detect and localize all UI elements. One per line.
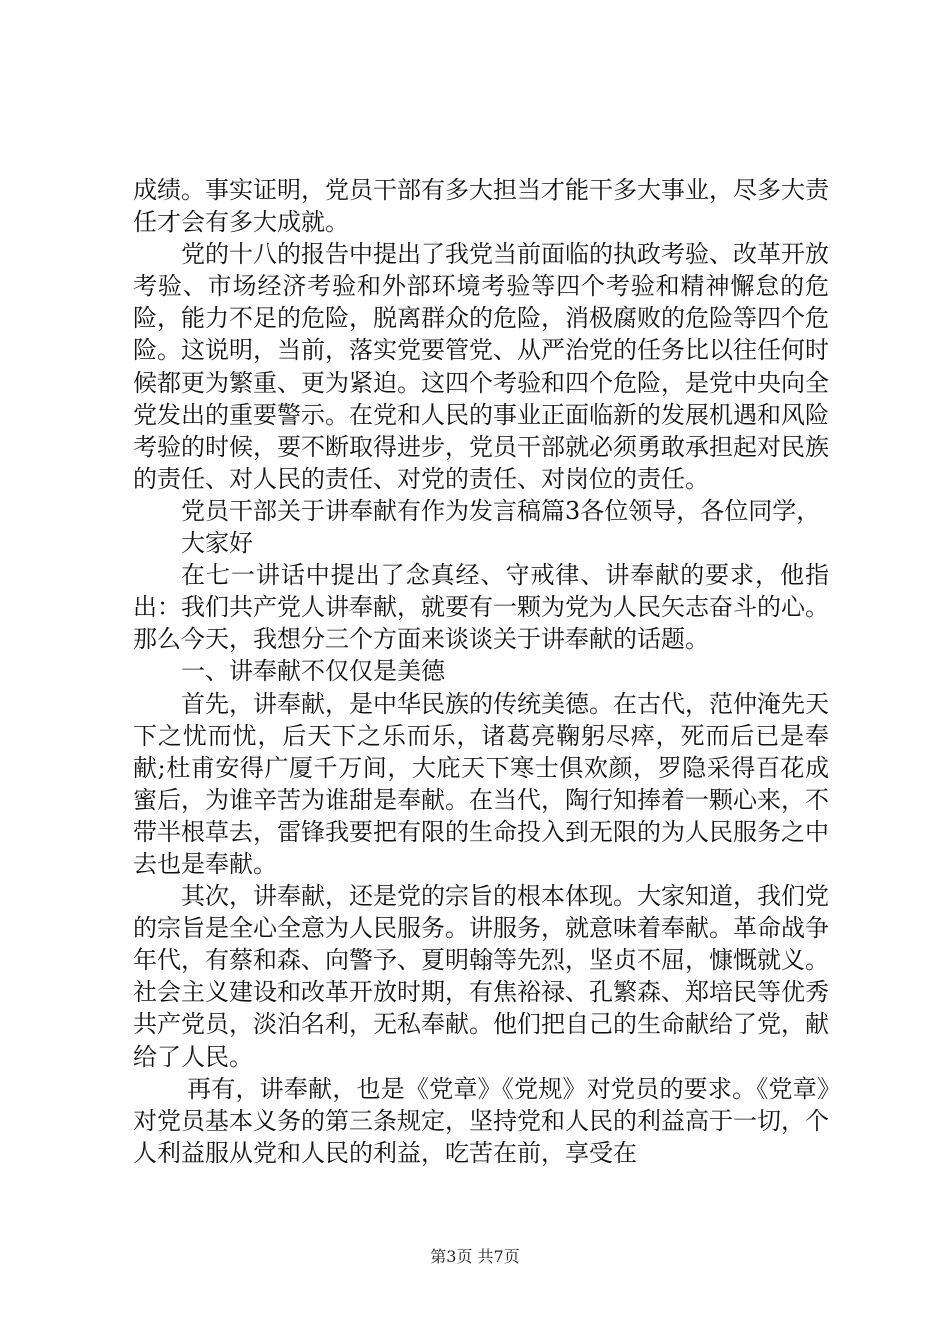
document-body [133, 174, 829, 1169]
paragraph-4: 在七一讲话中提出了念真经、守戒律、讲奉献的要求，他指出：我们共产党人讲奉献，就要有一颗为党为人民矢志奋斗的心。那么今天，我想分三个方面来谈谈关于讲奉献的话题。 [133, 561, 829, 654]
paragraph-3: 党员干部关于讲奉献有作为发言稿篇3各位领导，各位同学， [181, 496, 821, 525]
page-number: 第3页 共7页 [430, 1247, 520, 1266]
paragraph-6: 其次，讲奉献，还是党的宗旨的根本体现。大家知道，我们党的宗旨是全心全意为人民服务。讲服务，就意味着奉献。革命战争年代，有蔡和森、向警予、夏明翰等先烈，坚贞不屈，慷慨就义。社会主义建设和改革开放时期，有焦裕禄、孔繁森、郑培民等优秀共产党员，淡泊名利，无私奉献。他们把自己的生命献给了党，献给了人民。 [133, 882, 829, 1071]
section-heading-1: 一、讲奉献不仅仅是美德 [181, 657, 445, 686]
paragraph-greeting: 大家好 [181, 529, 253, 558]
paragraph-5: 首先，讲奉献，是中华民族的传统美德。在古代，范仲淹先天下之忧而忧，后天下之乐而乐，诸葛亮鞠躬尽瘁，死而后已是奉献;杜甫安得广厦千万间，大庇天下寒士俱欢颜，罗隐采得百花成蜜后，为谁辛苦为谁甜是奉献。在当代，陶行知捧着一颗心来，不带半根草去，雷锋我要把有限的生命投入到无限的为人民服务之中去也是奉献。 [133, 689, 829, 878]
paragraph-2: 党的十八的报告中提出了我党当前面临的执政考验、改革开放考验、市场经济考验和外部环境考验等四个考验和精神懈怠的危险，能力不足的危险，脱离群众的危险，消极腐败的危险等四个危险。这说明，当前，落实党要管党、从严治党的任务比以往任何时候都更为繁重、更为紧迫。这四个考验和四个危险，是党中央向全党发出的重要警示。在党和人民的事业正面临新的发展机遇和风险考验的时候，要不断取得进步，党员干部就必须勇敢承担起对民族的责任、对人民的责任、对党的责任、对岗位的责任。 [133, 240, 829, 493]
page-footer [0, 1244, 950, 1267]
paragraph-7: 再有，讲奉献，也是《党章》《党规》对党员的要求。《党章》对党员基本义务的第三条规定，坚持党和人民的利益高于一切，个人利益服从党和人民的利益，吃苦在前，享受在 [133, 1074, 829, 1167]
paragraph-1: 成绩。事实证明，党员干部有多大担当才能干多大事业，尽多大责任才会有多大成就。 [133, 176, 829, 237]
